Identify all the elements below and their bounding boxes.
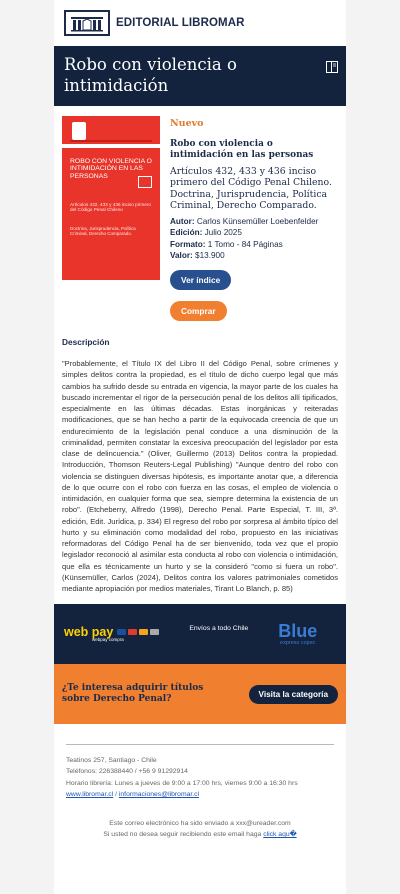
description-text: "Probablemente, el Título IX del Libro II del Código Penal, sobre crímenes y simples delitos contra la propiedad, es el título de dicho cuerpo legal que más cambios ha sufrido desde su entrada en vigencia, la mayor parte de los cuales ha buscado incrementar el rigor de la persecución penal de los delitos allí tipificados, especialmente en las últimas décadas. Estas inorgánicas y reiteradas modificaciones, que se han hecho a partir de la equivocada creencia de que un endurecimiento de la legislación penal conduce a una disminución de la criminalidad, permiten constatar la excesiva preocupación del legislador por esta clase de delincuencia." (Oliver, Guillermo (2013) Delitos contra la propiedad. Introducción, Thomson Reuters-Legal Publishing) "Aunque dentro del robo con violencia se distinguen diversas hipótesis, es importante anotar que, a diferencia de lo que ocurre con el robo con fuerza en las cosas, el empleo de violencia o intimidación, en cualquier forma que sea, siempre determina la existencia de un robo". (Etcheberry, Alfredo (1998), Derecho Penal. Parte Especial, T. III, 3ª. edición, Edit. Jurídica, p. 334) El regreso del robo por sorpresa al ámbito típico del hurto y su eliminación como modalidad del robo, propuesto en las iniciativas reformadoras del Código Penal ha de ser bienvenido, toda vez que el propio legislador reconoció al asimilar esta conducta al robo con violencia o intimidación, que ella es técnicamente un hurto y se la consideró "como si fuera un robo". (Künsemüller, Carlos (2024), Delitos contra los valores patrimoniales cometidos mediante apropiación por medios materiales, Tirant Lo Blanch, p. 85)	[62, 359, 338, 593]
edition-value: Julio 2025	[204, 228, 242, 238]
view-index-button[interactable]: Ver índice	[170, 270, 231, 290]
product-subtitle: Artículos 432, 433 y 436 inciso primero del Código Penal Chileno. Doctrina, Jurisprudencia, Política Criminal, Derecho Comparado.	[170, 166, 332, 211]
brand-name: EDITORIAL LIBROMAR	[116, 17, 245, 29]
webpay-logo-icon	[64, 624, 159, 642]
product-title: Robo con violencia o intimidación en las personas	[170, 139, 314, 160]
contact-section	[54, 724, 346, 800]
courier-name: Blue	[278, 620, 318, 641]
sent-to-text: Este correo electrónico ha sido enviado a xxx@ureader.com	[109, 820, 291, 828]
cover-publisher-logo	[138, 176, 152, 188]
courier-sub: express copec	[280, 639, 316, 646]
unsubscribe-prefix: Si usted no desea seguir recibiendo este email haga	[103, 831, 262, 839]
cards-icons	[117, 629, 159, 635]
unsubscribe-link[interactable]: click aqu�	[263, 831, 297, 839]
cta-question: ¿Te interesa adquirir títulos sobre Derecho Penal?	[62, 682, 204, 705]
title-banner	[54, 46, 346, 106]
unsubscribe-notice	[54, 800, 346, 840]
price-value: $13.900	[195, 250, 225, 260]
payment-shipping-band	[54, 604, 346, 664]
edition-label: Edición:	[170, 228, 203, 238]
visit-category-button[interactable]: Visita la categoría	[249, 685, 338, 704]
price-label: Valor:	[170, 250, 193, 260]
webpay-sub: webpay compra	[92, 636, 124, 642]
link-separator: /	[113, 790, 119, 798]
cover-subtitle: Artículos 432, 433 y 436 inciso primero del Código Penal Chileno	[70, 202, 152, 213]
unsubscribe-row	[54, 829, 346, 840]
category-cta-band	[54, 664, 346, 724]
author-label: Autor:	[170, 217, 195, 227]
new-badge: Nuevo	[170, 118, 204, 129]
links-row	[66, 789, 334, 800]
webpay-logo-text: web pay	[64, 624, 114, 639]
phones: Teléfonos: 226388440 / +56 9 91292914	[66, 768, 188, 776]
author-row	[170, 216, 338, 227]
address: Teatinos 257, Santiago - Chile	[66, 757, 157, 765]
format-label: Formato:	[170, 239, 206, 249]
edition-row	[170, 227, 338, 238]
product-meta	[170, 216, 338, 261]
banner-title: Robo con violencia o intimidación	[64, 55, 237, 95]
shipping-text: Envíos a todo Chile	[189, 624, 249, 632]
cover-description: Doctrina, Jurisprudencia, Política Criminal, Derecho Comparado.	[70, 226, 136, 237]
description-heading: Descripción	[62, 337, 110, 347]
divider	[66, 744, 334, 745]
format-value: 1 Tomo - 84 Páginas	[207, 239, 283, 249]
price-row	[170, 250, 338, 261]
blue-express-logo-icon	[278, 620, 318, 646]
cover-badge	[72, 122, 86, 140]
author-value: Carlos Künsemüller Loebenfelder	[196, 217, 319, 227]
cover-author	[70, 140, 152, 142]
cover-title: ROBO CON VIOLENCIA O INTIMIDACIÓN EN LAS PERSONAS	[70, 158, 152, 180]
product-card	[54, 106, 346, 321]
email-link[interactable]: informaciones@libromar.cl	[118, 790, 200, 798]
book-open-icon	[326, 58, 338, 77]
description-section	[54, 321, 346, 594]
website-link[interactable]: www.libromar.cl	[66, 790, 114, 798]
buy-button[interactable]: Comprar	[170, 301, 227, 321]
header	[54, 0, 346, 46]
book-cover-image[interactable]	[62, 116, 160, 280]
cover-strip	[62, 144, 160, 148]
email-container	[54, 0, 346, 894]
hours: Horario librería: Lunes a jueves de 9:00 a 17:00 hrs, viernes 9:00 a 16:30 hrs	[66, 779, 298, 787]
library-logo-icon[interactable]	[64, 10, 110, 36]
product-info	[170, 116, 338, 321]
format-row	[170, 239, 338, 250]
